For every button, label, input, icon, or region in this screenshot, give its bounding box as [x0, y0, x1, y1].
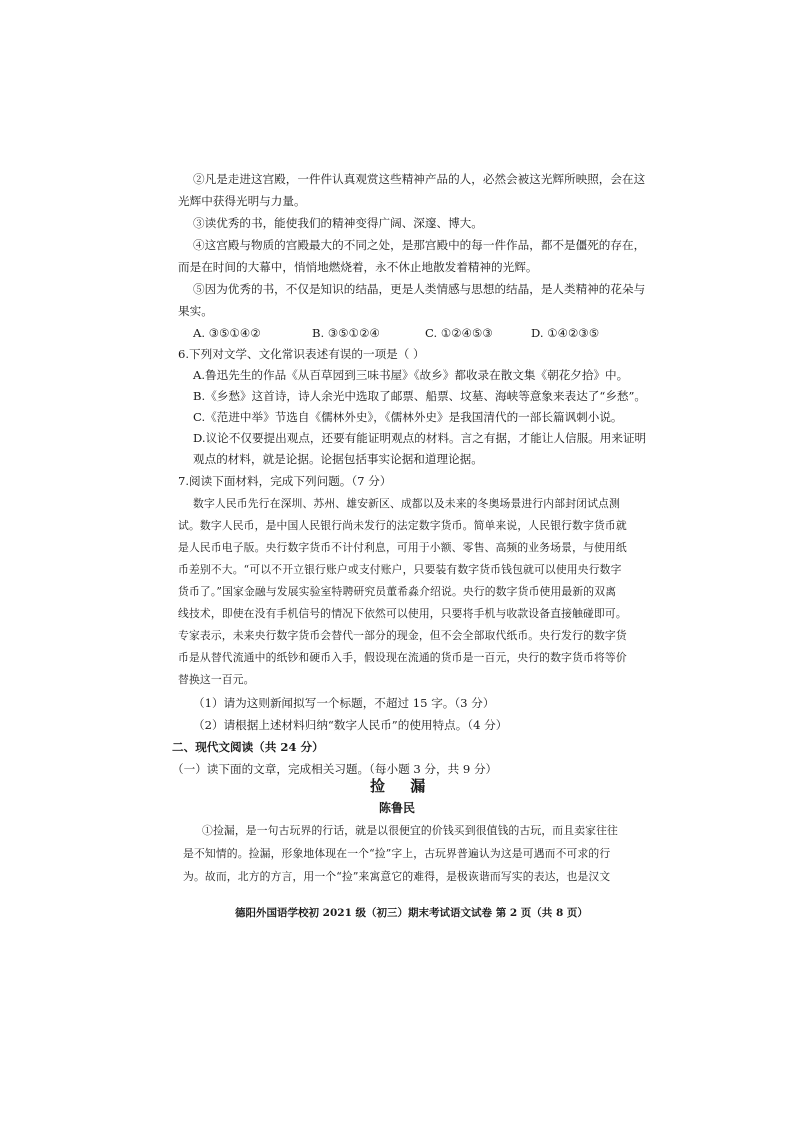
passage-item-2-line-2: 光辉中获得光明与力量。: [178, 194, 306, 208]
q7-material-line-2: 试。数字人民币，是中国人民银行尚未发行的法定数字货币。简单来说，人民银行数字货币就: [178, 519, 627, 532]
q7-stem: 7.阅读下面材料，完成下列问题。（7 分）: [178, 474, 392, 488]
q5-option-d: D. ①④②③⑤: [531, 326, 600, 340]
q6-option-b: B.《乡愁》这首诗，诗人余光中选取了邮票、船票、坟墓、海峡等意象来表达了“乡愁”。: [193, 389, 647, 403]
q7-material-line-6: 线技术，即使在没有手机信号的情况下依然可以使用，只要将手机与收款设备直接触碰即可。: [178, 607, 627, 620]
q6-option-a: A.鲁迅先生的作品《从百草园到三味书屋》《故乡》都收录在散文集《朝花夕拾》中。: [193, 368, 629, 382]
q6-option-d-line-1: D.议论不仅要提出观点，还要有能证明观点的材料。言之有据，才能让人信服。用来证明: [193, 431, 647, 445]
q6-stem: 6.下列对文学、文化常识表述有误的一项是（ ）: [178, 347, 425, 361]
passage-item-5-line-2: 果实。: [178, 304, 213, 318]
q7-material-line-8: 币是从替代流通中的纸钞和硬币入手，假设现在流通的货币是一百元，央行的数字货币将等价: [178, 651, 627, 664]
passage-item-4-line-1: ④这宫殿与物质的宫殿最大的不同之处，是那宫殿中的每一件作品，都不是僵死的存在，: [193, 238, 646, 252]
article-paragraph-line-2: 是不知情的。捡漏，形象地体现在一个“捡”字上，古玩界普遍认为这是可遇而不可求的行: [183, 847, 611, 860]
passage-item-5-line-1: ⑤因为优秀的书，不仅是知识的结晶，更是人类情感与思想的结晶，是人类精神的花朵与: [193, 282, 646, 296]
page-footer: 德阳外国语学校初 2021 级（初三）期末考试语文试卷 第 2 页（共 8 页）: [235, 907, 588, 919]
q6-option-d-line-2: 观点的材料，就是论据。论据包括事实论据和道理论据。: [193, 452, 483, 466]
article-paragraph-line-3: 为。故而，北方的方言，用一个“捡”来寓意它的难得，是极诙谐而写实的表达，也是汉文: [183, 870, 611, 883]
article-paragraph-line-1: ①捡漏，是一句古玩界的行话，就是以很便宜的价钱买到很值钱的古玩，而且卖家往往: [202, 824, 618, 837]
section-2-sub-heading: （一）读下面的文章，完成相关习题。（每小题 3 分，共 9 分）: [172, 762, 498, 776]
section-2-heading: 二、现代文阅读（共 24 分）: [172, 740, 324, 754]
q5-option-a: A. ③⑤①④②: [193, 326, 261, 340]
passage-item-2-line-1: ②凡是走进这宫殿，一件件认真观赏这些精神产品的人，必然会被这光辉所映照，会在这: [193, 172, 646, 186]
article-author: 陈鲁民: [379, 801, 416, 815]
q7-material-line-3: 是人民币电子版。央行数字货币不计付利息，可用于小额、零售、高频的业务场景，与使用纸: [178, 541, 627, 554]
q5-option-b: B. ③⑤①②④: [312, 326, 380, 340]
q6-option-c: C.《范进中举》节选自《儒林外史》，《儒林外史》是我国清代的一部长篇讽刺小说。: [193, 410, 623, 424]
q7-sub-question-2: （2）请根据上述材料归纳“数字人民币”的使用特点。（4 分）: [193, 718, 508, 732]
q7-material-line-9: 替换这一百元。: [178, 673, 255, 686]
q5-option-c: C. ①②④⑤③: [425, 326, 493, 340]
q7-material-line-5: 货币了。”国家金融与发展实验室特聘研究员董希淼介绍说。央行的数字货币使用最新的双离: [178, 585, 617, 598]
q7-material-line-7: 专家表示，未来央行数字货币会替代一部分的现金，但不会全部取代纸币。央行发行的数字货: [178, 629, 627, 642]
passage-item-4-line-2: 而是在时间的大幕中，悄悄地燃烧着，永不休止地散发着精神的光辉。: [178, 260, 538, 274]
article-title: 捡 漏: [370, 777, 436, 795]
q7-material-line-4: 币差别不大。“可以不开立银行账户或支付账户，只要装有数字货币钱包就可以使用央行数字: [178, 563, 622, 576]
q7-sub-question-1: （1）请为这则新闻拟写一个标题，不超过 15 字。（3 分）: [193, 696, 495, 710]
q7-material-line-1: 数字人民币先行在深圳、苏州、雄安新区、成都以及未来的冬奥场景进行内部封闭试点测: [193, 497, 620, 510]
passage-item-3: ③读优秀的书，能使我们的精神变得广阔、深邃、博大。: [193, 216, 483, 230]
